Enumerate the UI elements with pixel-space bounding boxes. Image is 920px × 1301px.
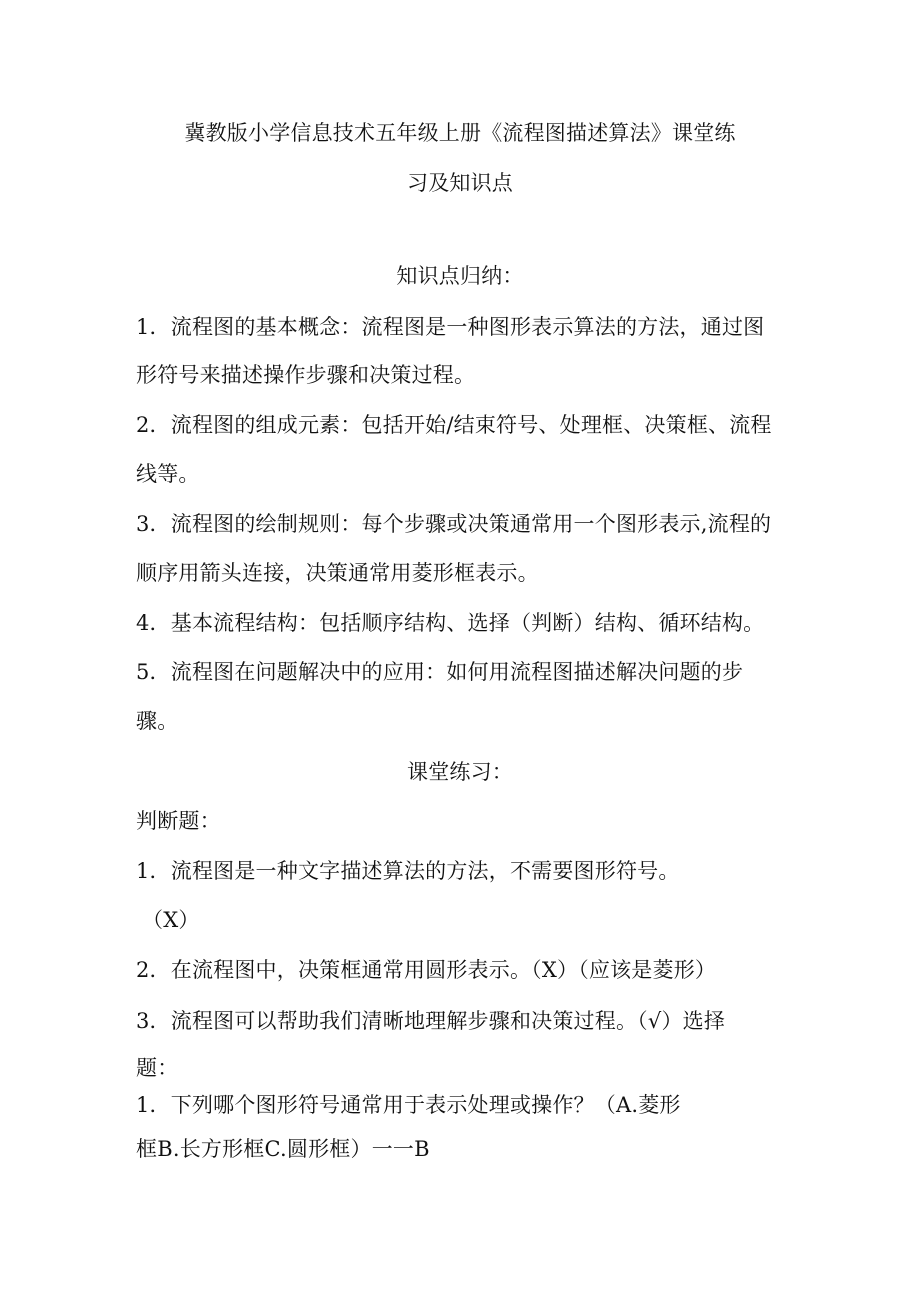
choice-item-1-line-1: 1．下列哪个图形符号通常用于表示处理或操作？（A.菱形 [136, 1093, 681, 1117]
knowledge-item-3-line-2: 顺序用箭头连接，决策通常用菱形框表示。 [136, 561, 539, 585]
tf-item-1-answer: （X） [142, 908, 200, 932]
document-title-line-1: 冀教版小学信息技术五年级上册《流程图描述算法》课堂练 [184, 121, 736, 145]
knowledge-heading: 知识点归纳： [396, 264, 524, 288]
tf-item-3-line-2: 题： [136, 1056, 179, 1080]
knowledge-item-2-line-1: 2．流程图的组成元素：包括开始/结束符号、处理框、决策框、流程 [136, 413, 772, 437]
practice-heading: 课堂练习： [407, 760, 513, 784]
true-false-heading: 判断题： [136, 809, 221, 833]
knowledge-item-1-line-1: 1．流程图的基本概念：流程图是一种图形表示算法的方法，通过图 [136, 315, 765, 339]
knowledge-item-4-line-1: 4．基本流程结构：包括顺序结构、选择（判断）结构、循环结构。 [136, 611, 765, 635]
tf-item-1-line-1: 1．流程图是一种文字描述算法的方法，不需要图形符号。 [136, 859, 680, 883]
knowledge-item-5-line-1: 5．流程图在问题解决中的应用：如何用流程图描述解决问题的步 [136, 660, 744, 684]
choice-item-1-line-2: 框B.长方形框C.圆形框）一一B [136, 1137, 430, 1161]
knowledge-item-2-line-2: 线等。 [136, 462, 200, 486]
knowledge-item-3-line-1: 3．流程图的绘制规则：每个步骤或决策通常用一个图形表示,流程的 [136, 512, 772, 536]
tf-item-3-line-1: 3．流程图可以帮助我们清晰地理解步骤和决策过程。（√）选择 [136, 1009, 726, 1033]
knowledge-item-5-line-2: 骤。 [136, 709, 179, 733]
tf-item-2-line-1: 2．在流程图中，决策框通常用圆形表示。（X）（应该是菱形） [136, 958, 717, 982]
knowledge-item-1-line-2: 形符号来描述操作步骤和决策过程。 [136, 363, 476, 387]
document-title-line-2: 习及知识点 [407, 171, 513, 195]
